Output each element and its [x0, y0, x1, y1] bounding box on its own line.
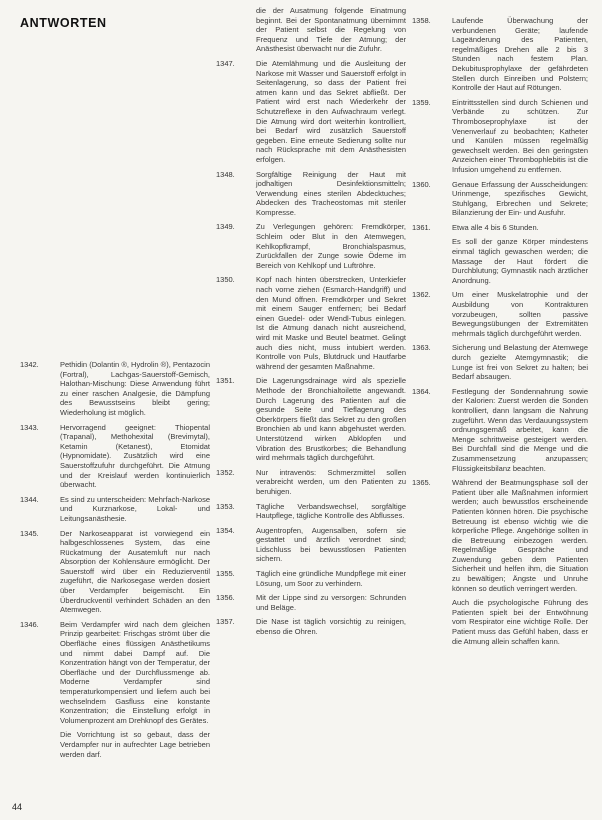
answer-entry: [412, 98, 588, 175]
answer-text: Es soll der ganze Körper mindestens einmal täglich gewaschen werden; die Massage der Haut fördert die Durchblutung; Gymnastik nach ärztlicher Anordnung.: [452, 237, 588, 285]
answer-entry: [412, 180, 588, 218]
answer-text: Etwa alle 4 bis 6 Stunden.: [452, 222, 539, 232]
section-heading: ANTWORTEN: [20, 16, 107, 30]
column-middle: [216, 6, 406, 642]
answer-number: 1365.: [412, 478, 431, 488]
answer-text: Nur intravenös: Schmerzmittel sollen verabreicht werden, um den Patienten zu beruhigen.: [256, 467, 406, 496]
answer-entry: [216, 6, 406, 54]
answer-entry: [216, 526, 406, 564]
answer-entry: [216, 569, 406, 588]
answer-entry: [216, 468, 406, 497]
answer-text: Mit der Lippe sind zu versorgen: Schrunden und Beläge.: [256, 593, 406, 612]
answer-entry: [216, 376, 406, 462]
answer-entry: [412, 223, 588, 233]
answer-text: Es sind zu unterscheiden: Mehrfach-Narkose und Kurznarkose, Lokal- und Leitungsanästhesie.: [60, 494, 210, 523]
page-number: 44: [12, 802, 23, 812]
answer-text: Eintrittsstellen sind durch Schienen und Verbände zu schützen. Zur Thromboseprophylaxe ist der Venenverlauf zu beobachten; Katheter und Kanülen müssen regelmäßig gewechselt werden. Bei den geringsten Anzeichen einer Thrombophlebitis ist die Infusion umgehend zu entfernen.: [452, 97, 588, 174]
answer-entry: [412, 16, 588, 93]
answer-number: 1359.: [412, 97, 431, 107]
answer-text: Festlegung der Sondennahrung sowie der Kalorien: Zuerst werden die Sonden kontrolliert, dann langsam die Nahrung zugeführt. Wenn das Verdauungssystem ordnungsgemäß arbeitet, kann die Menge schrittweise gesteigert werden. Bei Durchfall sind die Menge und die Zusammensetzung anzupassen; Flüssigkeitsbilanz beachten.: [452, 386, 588, 473]
answer-text: Die Vorrichtung ist so gebaut, dass der Verdampfer nur in aufrechter Lage betrieben werden darf.: [60, 730, 210, 759]
answer-text: Tägliche Verbandswechsel, sorgfältige Hautpflege, tägliche Kontrolle des Abflusses.: [256, 501, 406, 521]
answer-text: Die Lagerungsdrainage wird als spezielle Methode der Bronchialtoilette angewandt. Durch Lagerung des Patienten auf die gesunde Seite und Tieflagerung des Oberkörpers fließt das Sekret zu den großen Bronchien ab und kann abgehustet werden. Unterstützend wirken Abklopfen und Vibration des Brustkorbes; die Behandlung wird mehrmals täglich durchgeführt.: [256, 376, 406, 463]
answer-entry: [216, 617, 406, 636]
answer-entry: [412, 598, 588, 646]
answer-number: 1347.: [216, 58, 235, 68]
answer-number: 1348.: [216, 169, 235, 179]
answer-entry: [412, 290, 588, 338]
answer-entry: [216, 275, 406, 371]
answer-text: Zu Verlegungen gehören: Fremdkörper, Schleim oder Blut in den Atemwegen, Kehlkopfkrampf, Bronchialspasmus, Zurückfallen der Zunge sowie Ödeme im Bereich von Kehlkopf und Luftröhre.: [256, 222, 406, 270]
answer-text: Pethidin (Dolantin ®, Hydrolin ®), Pentazocin (Fortral), Lachgas-Sauerstoff-Gemisch, Halothan-Mischung: Diese Anwendung führt zu einer raschen Analgesie, die Dämpfung des Bewusstseins bleibt gering; Wiederholung ist möglich.: [60, 360, 210, 417]
answer-number: 1361.: [412, 222, 431, 232]
answer-text: Die Nase ist täglich vorsichtig zu reinigen, ebenso die Ohren.: [256, 617, 406, 637]
column-right: [412, 16, 588, 651]
answer-text: Hervorragend geeignet: Thiopental (Trapanal), Methohexital (Brevimytal), Ketamin (Ketanest), Etomidat (Hypnomidate). Zusätzlich wird eine Sauerstoffzufuhr durchgeführt. Die Atmung und der Kreislauf werden kontinuierlich überwacht.: [60, 422, 210, 490]
answer-text: Sicherung und Belastung der Atemwege durch gezielte Atemgymnastik; die Lunge ist frei von Sekret zu halten; bei Bedarf absaugen.: [452, 343, 588, 382]
answer-entry: [216, 593, 406, 612]
answer-number: 1351.: [216, 376, 235, 386]
answer-entry: [216, 59, 406, 165]
answer-text: Der Narkoseapparat ist vorwiegend ein halbgeschlossenes System, das eine Rückatmung der Ausatemluft nur nach Absorption der Kohlensäure ermöglicht. Der Sauerstoff wird über ein Reduzierventil zugeführt, die Narkosegase werden dosiert über Verdampfer beigemischt. Ein Überdruckventil verhindert Schäden an den Atemwegen.: [60, 528, 210, 615]
answer-number: 1344.: [20, 494, 39, 504]
answer-number: 1363.: [412, 343, 431, 353]
answer-text: Während der Beatmungsphase soll der Patient über alle Maßnahmen informiert werden; auch bewusstlos erscheinende Patienten können hören. Die psychische Betreuung ist ebenso wichtig wie die körperliche Pflege. Angehörige sollten in die Betreuung einbezogen werden. Regelmäßige Gespräche und Zuwendung geben dem Patienten Sicherheit und helfen ihm, die Situation zu bewältigen; Ängste und Unruhe können so deutlich verringert werden.: [452, 478, 588, 593]
answer-text: die der Ausatmung folgende Einatmung beginnt. Bei der Spontanatmung übernimmt der Patient selbst die Regelung von Frequenz und Tiefe der Atmung; der Anästhesist überwacht nur die Zufuhr.: [256, 6, 406, 54]
answer-number: 1355.: [216, 569, 235, 579]
answer-number: 1354.: [216, 525, 235, 535]
answer-entry: [20, 495, 210, 524]
answer-number: 1356.: [216, 593, 235, 603]
answer-entry: [412, 387, 588, 473]
answer-number: 1360.: [412, 179, 431, 189]
answer-entry: [20, 730, 210, 759]
answer-text: Auch die psychologische Führung des Patienten spielt bei der Entwöhnung vom Respirator eine wichtige Rolle. Der Patient muss das Gefühl haben, dass er die Atmung allein schaffen kann.: [452, 598, 588, 646]
answer-entry: [20, 360, 210, 418]
answer-number: 1352.: [216, 467, 235, 477]
column-left: [20, 360, 210, 764]
answer-number: 1358.: [412, 16, 431, 25]
answer-number: 1342.: [20, 360, 39, 369]
answer-number: 1353.: [216, 501, 235, 511]
answer-text: Sorgfältige Reinigung der Haut mit jodhaltigen Desinfektionsmitteln; Verwendung eines sterilen Abdecktuches; Abdecken des Tracheostomas mit steriler Kompresse.: [256, 169, 406, 217]
answer-entry: [412, 478, 588, 593]
answer-entry: [216, 170, 406, 218]
answer-text: Laufende Überwachung der verbundenen Geräte; laufende Lageänderung des Patienten, regelmäßiges Drehen alle 2 bis 3 Stunden nach festem Plan. Dekubitusprophylaxe der gefährdeten Stellen durch Einreiben und Polstern; Kontrolle der Haut auf Rötungen.: [452, 16, 588, 93]
answer-text: Kopf nach hinten überstrecken, Unterkiefer nach vorne ziehen (Esmarch-Handgriff) und den Mund öffnen. Fremdkörper und Sekret mit einem Sauger entfernen; bei Bedarf einen Guedel- oder Wendl-Tubus einlegen. Ist die Atmung danach nicht ausreichend, wird mit Maske und Beutel beatmet. Gelingt auch dies nicht, muss intubiert werden. Kontrolle von Puls, Blutdruck und Hautfarbe während der gesamten Maßnahme.: [256, 275, 406, 371]
answer-text: Beim Verdampfer wird nach dem gleichen Prinzip gearbeitet: Frischgas strömt über die Oberfläche eines flüssigen Anästhetikums und nimmt dabei Dampf auf. Die Konzentration hängt von der Temperatur, der Oberfläche und der Durchflussmenge ab. Moderne Verdampfer sind temperaturkompensiert und liefern auch bei wechselndem Gasfluss eine konstante Konzentration; die Einstellung erfolgt in Volumenprozent am Drehknopf des Gerätes.: [60, 619, 210, 725]
answer-number: 1364.: [412, 386, 431, 396]
answer-text: Täglich eine gründliche Mundpflege mit einer Lösung, um Soor zu verhindern.: [256, 569, 406, 588]
answer-number: 1349.: [216, 222, 235, 232]
answer-number: 1346.: [20, 619, 39, 629]
answer-text: Augentropfen, Augensalben, sofern sie gestattet und ärztlich verordnet sind; Lidschluss bei bewusstlosen Patienten sichern.: [256, 525, 406, 564]
answer-number: 1357.: [216, 617, 235, 627]
answer-entry: [20, 620, 210, 726]
answer-number: 1345.: [20, 528, 39, 538]
answer-number: 1343.: [20, 422, 39, 432]
answer-entry: [412, 237, 588, 285]
answer-entry: [216, 222, 406, 270]
answer-text: Um einer Muskelatrophie und der Ausbildung von Kontrakturen vorzubeugen, sollten passive Bewegungsübungen der Extremitäten mehrmals täglich durchgeführt werden.: [452, 290, 588, 338]
answer-entry: [412, 343, 588, 381]
answer-number: 1362.: [412, 290, 431, 300]
answer-entry: [216, 502, 406, 521]
answer-number: 1350.: [216, 275, 235, 285]
answer-entry: [20, 529, 210, 615]
answer-entry: [20, 423, 210, 490]
answer-text: Genaue Erfassung der Ausscheidungen: Urinmenge, spezifisches Gewicht, Stuhlgang, Erbrechen und Sekrete; Bilanzierung der Ein- und Ausfuhr.: [452, 179, 588, 218]
answer-text: Die Atemlähmung und die Ausleitung der Narkose mit Wasser und Sauerstoff erfolgt in Seitenlagerung, so dass der Patient frei atmen kann und das Sekret abfließt. Der Patient wird erst nach Wiederkehr der Schutzreflexe in den Aufwachraum verlegt. Die Atmung wird dort weiterhin kontrolliert, bei Bedarf wird zusätzlich Sauerstoff gegeben. Eine erneute Sedierung sollte nur nach Rücksprache mit dem Anästhesisten erfolgen.: [256, 58, 406, 164]
